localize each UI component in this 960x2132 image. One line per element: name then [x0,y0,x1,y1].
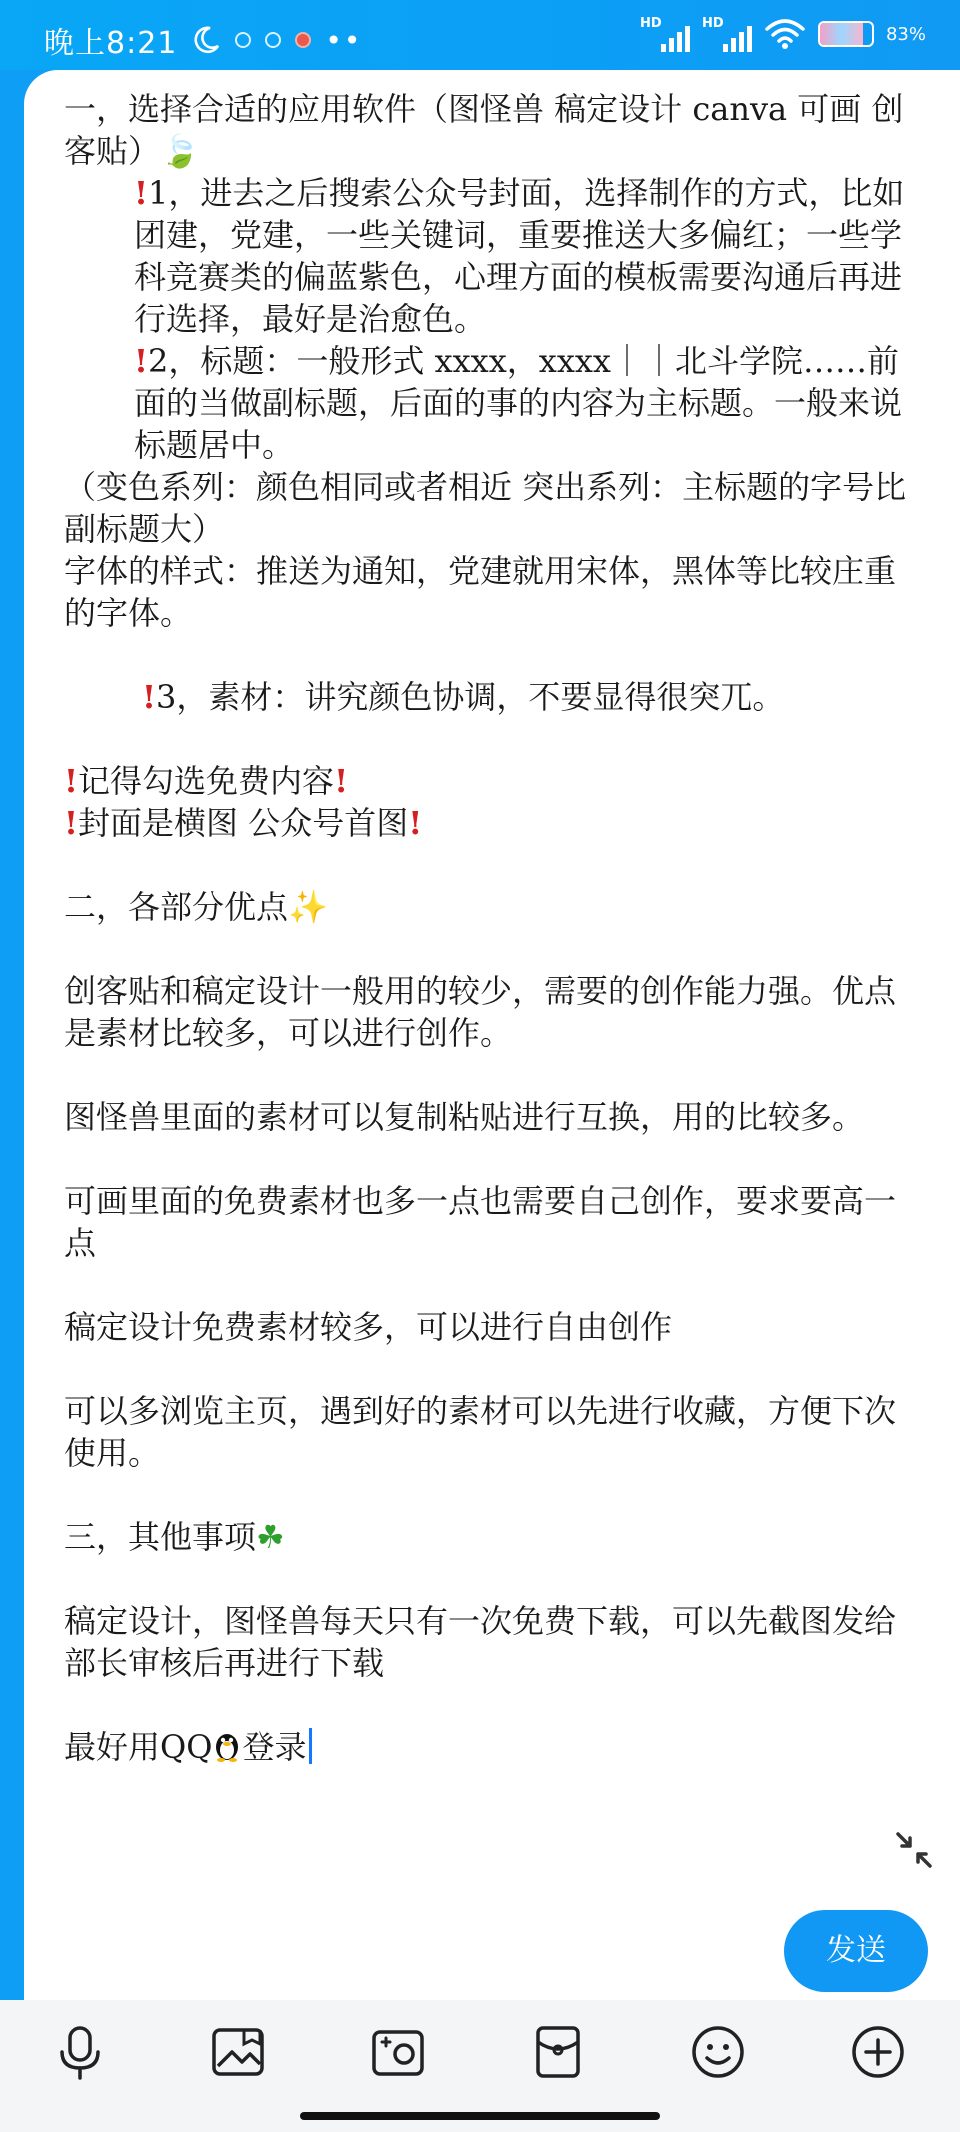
exclamation-icon: ! [64,762,79,800]
clover-icon: ☘ [256,1518,285,1556]
section-1-paragraph-4: 字体的样式：推送为通知，党建就用宋体，黑体等比较庄重的字体。 [64,552,897,632]
plus-icon[interactable] [848,2022,908,2082]
section-3-paragraph-1: 稿定设计，图怪兽每天只有一次免费下载，可以先截图发给部长审核后再进行下载 [64,1602,897,1682]
more-notifications-icon: •• [325,23,363,57]
signal-hd-label: HD [639,16,662,31]
battery-level: 83% [885,23,926,45]
section-1-paragraph-2: !2，标题：一般形式 xxxx，xxxx｜｜北斗学院……前面的当做副标题，后面的事的内容为主标题。一般来说标题居中。 [134,342,903,464]
camera-icon[interactable] [368,2022,428,2082]
app-notification-icon-3 [295,32,311,48]
image-icon[interactable] [208,2022,268,2082]
section-1-reminder-1: !记得勾选免费内容! [64,762,349,800]
emoji-icon[interactable] [688,2022,748,2082]
exclamation-icon: ! [142,678,157,716]
exclamation-icon: ! [134,342,149,380]
note-card [24,70,960,2000]
signal-icon [640,16,690,52]
exclamation-icon: ! [334,762,349,800]
app-notification-icon-2 [265,32,281,48]
section-2-paragraph-4: 稿定设计免费素材较多，可以进行自由创作 [64,1308,673,1346]
microphone-icon[interactable] [50,2022,110,2082]
send-button[interactable]: 发送 [784,1910,928,1992]
section-1-paragraph-1: !1，进去之后搜索公众号封面，选择制作的方式，比如团建，党建，一些关键词，重要推送大多偏红；一些学科竞赛类的偏蓝紫色，心理方面的模板需要沟通后再进行选择，最好是治愈色。 [134,174,905,338]
status-time: 晚上8:21 [44,26,178,61]
wifi-icon [764,17,806,51]
section-1-reminder-2: !封面是横图 公众号首图! [64,804,423,842]
section-2-paragraph-2: 图怪兽里面的素材可以复制粘贴进行互换，用的比较多。 [64,1098,865,1136]
text-cursor [309,1728,312,1764]
collapse-icon[interactable] [894,1830,934,1870]
app-notification-icon [235,32,251,48]
exclamation-icon: ! [134,174,149,212]
section-2-paragraph-5: 可以多浏览主页，遇到好的素材可以先进行收藏，方便下次使用。 [64,1392,897,1472]
signal-hd-label-2: HD [701,16,724,31]
exclamation-icon: ! [64,804,79,842]
penguin-icon [212,1730,242,1762]
leaf-icon: 🍃 [160,132,200,170]
battery-icon [818,21,874,47]
home-indicator[interactable] [300,2112,660,2120]
status-left [44,18,362,62]
section-1-paragraph-3: （变色系列：颜色相同或者相近 突出系列：主标题的字号比副标题大） [64,468,907,548]
section-2-paragraph-3: 可画里面的免费素材也多一点也需要自己创作，要求要高一点 [64,1182,897,1262]
red-packet-icon[interactable] [528,2022,588,2082]
signal-icon-2 [702,16,752,52]
section-2-paragraph-1: 创客贴和稿定设计一般用的较少，需要的创作能力强。优点是素材比较多，可以进行创作。 [64,972,897,1052]
sparkles-icon: ✨ [288,888,328,926]
status-right [640,16,926,52]
status-bar [0,0,960,70]
exclamation-icon: ! [408,804,423,842]
section-1-title: 一，选择合适的应用软件（图怪兽 稿定设计 canva 可画 创客贴）🍃 [64,90,904,170]
section-1-paragraph-5: !3，素材：讲究颜色协调，不要显得很突兀。 [142,678,785,716]
section-3-title: 三，其他事项☘ [64,1518,285,1556]
section-2-title: 二，各部分优点✨ [64,888,328,926]
section-3-paragraph-2: 最好用QQ 登录 [64,1726,914,1768]
note-input[interactable] [64,88,914,1768]
moon-icon [191,25,221,55]
battery-fill [820,23,863,45]
